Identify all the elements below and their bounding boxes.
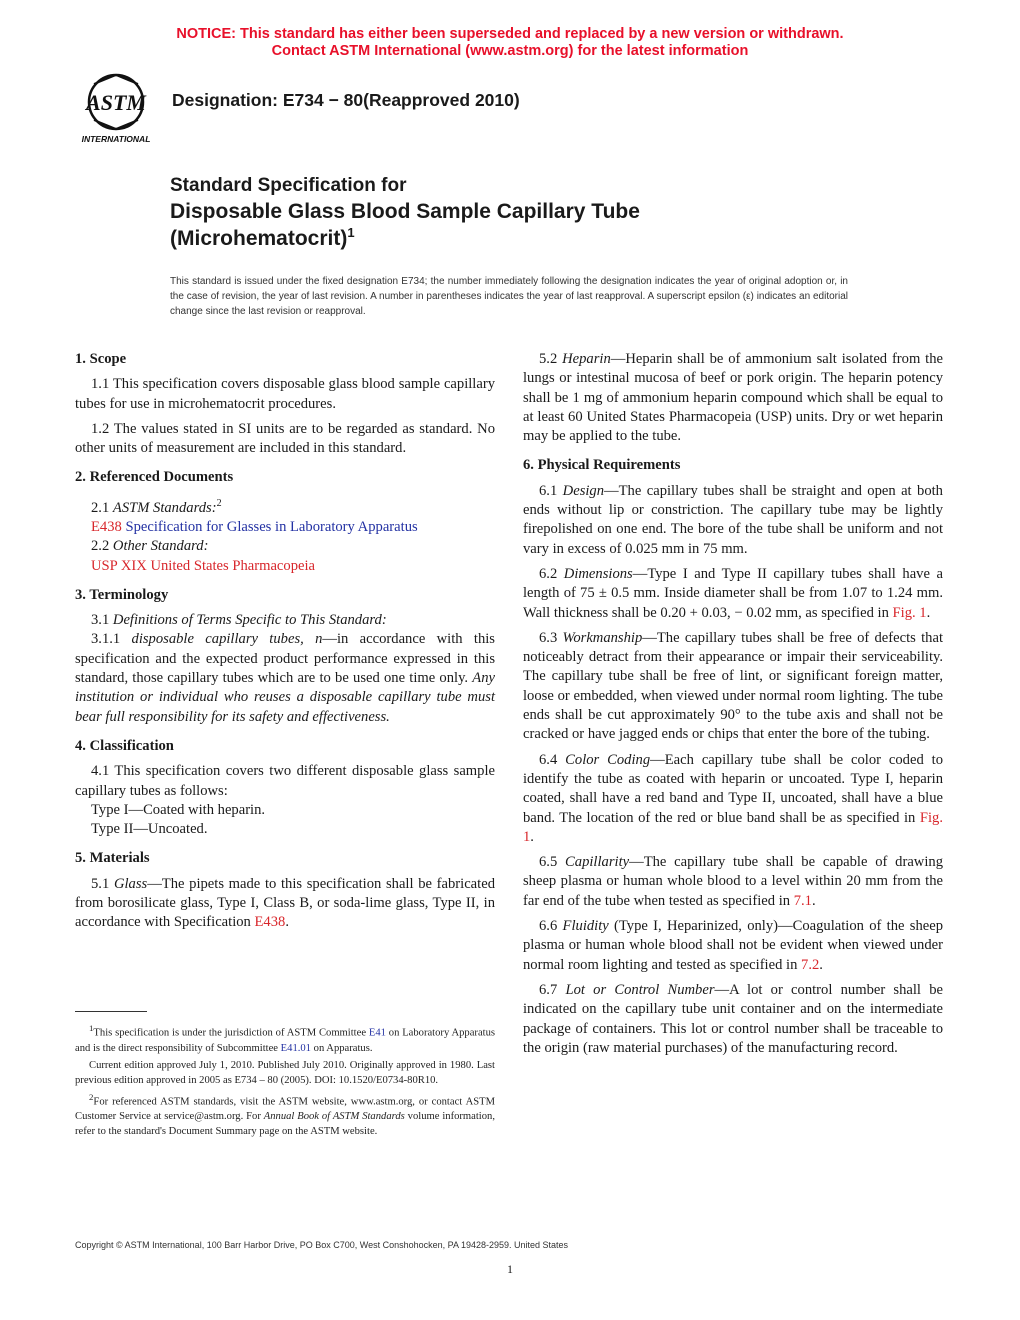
left-column	[75, 350, 495, 939]
copyright: Copyright © ASTM International, 100 Barr Harbor Drive, PO Box C700, West Conshohocken, PA 19428-2959. United States	[75, 1240, 569, 1250]
para-6-3	[523, 629, 943, 745]
footnotes	[75, 1021, 495, 1141]
heading-physical-requirements: 6. Physical Requirements	[523, 457, 681, 474]
title-footnote-mark: 1	[347, 225, 355, 240]
para-6-1-num: 6.1	[539, 482, 558, 499]
para-6-2-text: —Type I and Type II capillary tubes shall have a length of 75 ± 0.5 mm. Inside diameter shall be from 1.07 to 1.24 mm. Wall thickness shall be 0.20 + 0.03, − 0.02 mm, as specified in	[523, 565, 943, 621]
para-3-1-1	[75, 630, 495, 726]
para-6-3-text: —The capillary tubes shall be free of defects that noticeably detract from their appearance or impair their serviceability. The capillary tube shall be free of lint, or significant foreign matter, loose or embedded, when viewed under normal room lighting. The tube ends shall be cut approximately 90° to the tube axis and shall not be cracked or have jagged ends or chips that enter the bore of the tubing.	[523, 629, 943, 743]
logo-subtext: INTERNATIONAL	[81, 134, 151, 144]
para-5-2	[523, 350, 943, 446]
term-warning: Any institution or individual who reuses a disposable capillary tube must bear full responsibility for its safety and effectiveness.	[75, 670, 495, 725]
para-6-6-num: 6.6	[539, 918, 558, 935]
title-line-1: Standard Specification for	[170, 175, 407, 196]
para-5-2-text: —Heparin shall be of ammonium salt isolated from the lungs or intestinal mucosa of beef or pork origin. The heparin potency shall be 1 mg of ammonium heparin compound which shall be equal to at least 60 United States Pharmacopeia (USP) units. Dry or wet heparin may be applied to the tube.	[523, 351, 943, 445]
para-6-4-label: Color Coding	[565, 751, 651, 768]
footnote-2-text-a: For referenced ASTM standards, visit the ASTM website, www.astm.org, or contact ASTM Customer Service at service@astm.org. For	[75, 1096, 495, 1123]
page-number: 1	[507, 1262, 513, 1276]
para-6-3-num: 6.3	[539, 629, 558, 646]
designation: Designation: E734 − 80(Reapproved 2010)	[172, 90, 520, 110]
para-1-1: 1.1 This specification covers disposable glass blood sample capillary tubes for use in microhematocrit procedures.	[75, 376, 495, 412]
e41-01-link[interactable]: E41.01	[280, 1042, 311, 1054]
notice-line-1: NOTICE: This standard has either been superseded and replaced by a new version or withdrawn.	[176, 26, 844, 42]
heading-materials: 5. Materials	[75, 850, 150, 867]
type-1: Type I—Coated with heparin.	[91, 801, 266, 818]
para-2-2-label: Other Standard:	[112, 538, 209, 555]
para-6-5: 6.5 Capillarity—The capillary tube shall be capable of drawing sheep plasma or human whole blood to a level within 20 mm from the far end of the tube when tested as specified in 7.1.	[523, 854, 943, 909]
astm-logo	[74, 72, 164, 144]
title-line-2: Disposable Glass Blood Sample Capillary Tube	[170, 200, 640, 223]
ref-usp-link[interactable]: USP XIX United States Pharmacopeia	[91, 557, 316, 574]
para-6-5-label: Capillarity	[565, 854, 630, 871]
notice-banner	[0, 26, 1020, 60]
para-2-2	[75, 537, 495, 556]
fig1-link-a[interactable]: Fig. 1	[892, 604, 927, 621]
para-2-1-label: ASTM Standards:	[112, 499, 217, 516]
logo-text: ASTM	[86, 90, 146, 115]
ref-e438-link[interactable]: E438	[91, 518, 122, 535]
para-2-1	[75, 494, 495, 518]
footnote-divider	[75, 1011, 147, 1012]
para-6-4-num: 6.4	[539, 751, 558, 768]
footnote-2	[75, 1090, 495, 1140]
para-5-2-num: 5.2	[539, 351, 558, 367]
para-6-7-num: 6.7	[539, 981, 558, 998]
para-6-2-label: Dimensions	[563, 565, 633, 582]
heading-classification: 4. Classification	[75, 737, 174, 754]
para-6-7	[523, 981, 943, 1058]
footnote-1-edition: Current edition approved July 1, 2010. Published July 2010. Originally approved in 1980. Last previous edition approved in 2005 as E734 – 80 (2005). DOI: 10.1520/E0734-80R10.	[75, 1059, 495, 1086]
glass-ref-link[interactable]: E438	[254, 914, 286, 931]
para-5-1-label: Glass	[113, 875, 148, 892]
para-4-1: 4.1 This specification covers two different disposable glass sample capillary tubes as follows:	[75, 763, 495, 799]
fig1-link-b[interactable]: Fig. 1	[523, 809, 943, 845]
footnote-1-text-a: This specification is under the jurisdiction of ASTM Committee	[93, 1027, 367, 1039]
para-6-6-text: (Type I, Heparinized, only)—Coagulation of the sheep plasma or human whole blood shall not be evident when viewed under normal room lighting and tested as specified in	[523, 918, 944, 973]
term-definition: —in accordance with this specification and the expected product performance expressed in this standard, those capillary tubes which are to be used one time only.	[75, 631, 495, 687]
para-6-1-label: Design	[562, 482, 605, 499]
para-5-2-label: Heparin	[562, 351, 611, 367]
footnote-1-text-b: on Laboratory Apparatus and is the direct responsibility of Subcommittee	[75, 1027, 496, 1054]
para-3-1-num: 3.1	[91, 612, 110, 629]
para-2-1-sup: 2	[216, 497, 222, 509]
footnote-1-mark: 1	[89, 1023, 94, 1033]
footnote-2-text-b: volume information, refer to the standard's Document Summary page on the ASTM website.	[75, 1111, 495, 1138]
para-5-1-text: —The pipets made to this specification shall be fabricated from borosilicate glass, Type I, Class B, or soda-lime glass, Type II, in accordance with Specification	[75, 875, 495, 931]
footnote-2-mark: 2	[89, 1091, 94, 1102]
section-7-1-link[interactable]: 7.1	[793, 892, 812, 909]
preamble: This standard is issued under the fixed designation E734; the number immediately following the designation indicates the year of original adoption or, in the case of revision, the year of last revision. A number in parentheses indicates the year of last reapproval. A superscript epsilon (ε) indicates an editorial change since the last revision or reapproval.	[170, 276, 848, 317]
para-3-1	[75, 611, 495, 630]
footnote-2-italic: Annual Book of ASTM Standards	[263, 1111, 405, 1123]
document-title	[170, 174, 640, 252]
type-2: Type II—Uncoated.	[91, 821, 208, 838]
right-column	[523, 350, 943, 1064]
para-1-2: 1.2 The values stated in SI units are to be regarded as standard. No other units of measurement are included in this standard.	[75, 420, 495, 457]
ref-e438-title-link[interactable]: Specification for Glasses in Laboratory Apparatus	[125, 518, 418, 535]
para-2-2-num: 2.2	[91, 538, 110, 555]
para-6-1-text: —The capillary tubes shall be straight and open at both ends without lip or constriction. The capillary tube may be lightly firepolished on one end. The bore of the tube shall be uniform and not vary in excess of 0.025 mm in 75 mm.	[523, 482, 943, 557]
e41-link[interactable]: E41	[368, 1027, 386, 1039]
footnote-1	[75, 1021, 495, 1056]
heading-referenced-documents: 2. Referenced Documents	[75, 469, 234, 486]
para-6-1	[523, 482, 943, 559]
para-6-4: 6.4 Color Coding—Each capillary tube shall be color coded to identify the tube as coated with heparin or uncoated. Type I, heparin coated, shall have a red band and Type II, uncoated, shall have a blue band. The location of the red or blue band shall be as specified in Fig. 1.	[523, 751, 944, 845]
para-5-1-num: 5.1	[91, 875, 110, 892]
section-7-2-link[interactable]: 7.2	[801, 956, 820, 973]
para-6-2: 6.2 Dimensions—Type I and Type II capillary tubes shall have a length of 75 ± 0.5 mm. Inside diameter shall be from 1.07 to 1.24 mm. Wall thickness shall be 0.20 + 0.03, − 0.02 mm, as specified in Fig. 1.	[523, 565, 943, 621]
para-6-6-label: Fluidity	[562, 918, 609, 935]
footnote-1-text-c: on Apparatus.	[313, 1042, 373, 1054]
para-5-1: 5.1 Glass—The pipets made to this specification shall be fabricated from borosilicate glass, Type I, Class B, or soda-lime glass, Type II, in accordance with Specification E438.	[75, 875, 495, 931]
title-line-3-text: (Microhematocrit)	[170, 227, 348, 250]
para-6-6: 6.6 Fluidity (Type I, Heparinized, only)—Coagulation of the sheep plasma or human whole blood shall not be evident when viewed under normal room lighting and tested as specified in 7.2.	[523, 918, 944, 973]
para-6-5-num: 6.5	[539, 854, 558, 871]
heading-terminology: 3. Terminology	[75, 586, 169, 603]
para-2-1-num: 2.1	[91, 499, 110, 516]
heading-scope: 1. Scope	[75, 351, 127, 367]
title-line-3	[170, 225, 640, 252]
para-6-7-label: Lot or Control Number	[565, 981, 715, 998]
para-6-3-label: Workmanship	[562, 629, 643, 646]
para-6-5-text: —The capillary tube shall be capable of drawing sheep plasma or human whole blood to a level within 20 mm from the far end of the tube when tested as specified in	[523, 854, 943, 909]
para-6-7-text: —A lot or control number shall be indicated on the capillary tube unit container and on the intermediate package of containers. This lot or control number shall be traceable to the origin (raw material purchases) of the manufacturing record.	[523, 981, 943, 1056]
para-3-1-label: Definitions of Terms Specific to This Standard:	[112, 612, 387, 629]
para-6-2-num: 6.2	[539, 565, 558, 582]
term-name: disposable capillary tubes, n	[131, 631, 323, 648]
notice-line-2: Contact ASTM International (www.astm.org) for the latest information	[271, 43, 749, 59]
para-6-4-text: —Each capillary tube shall be color coded to identify the tube as coated with heparin or uncoated. Type I, heparin coated, shall have a red band and Type II, uncoated, shall have a blue band. The location of the red or blue band shall be as specified in	[523, 751, 944, 826]
para-3-1-1-num: 3.1.1	[91, 631, 121, 648]
